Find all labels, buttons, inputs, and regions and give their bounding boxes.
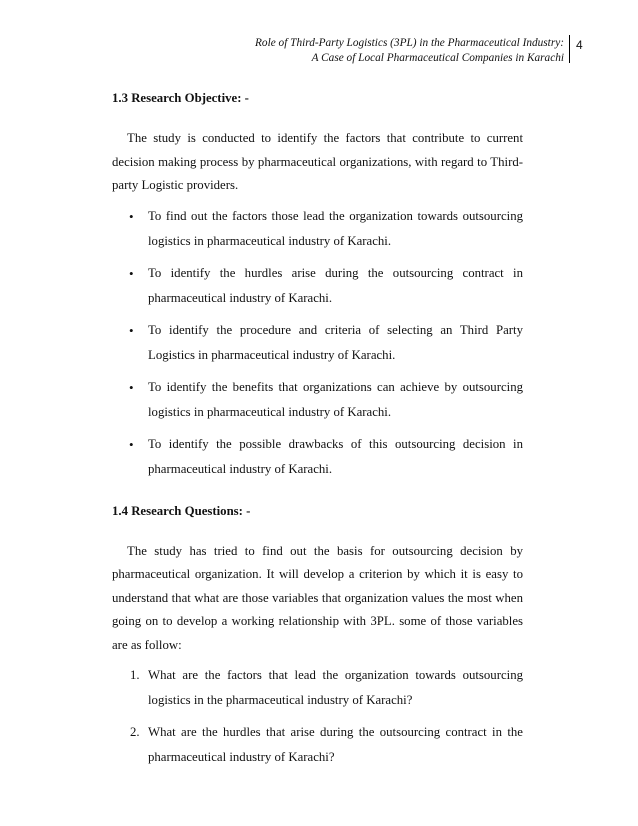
research-questions-intro: The study has tried to find out the basis for outsourcing decision by pharmaceutical organization. It will develop a criterion by which it is easy to understand that what are those variables that organization values the most when going on to develop a working relationship with 3PL. some of those variables are as follow: [112,543,523,652]
list-item [112,204,523,254]
list-item-text: To identify the benefits that organizations can achieve by outsourcing logistics in pharmaceutical industry of Karachi. [148,379,523,419]
header-title-line-1: Role of Third-Party Logistics (3PL) in the Pharmaceutical Industry: [255,37,564,49]
bullet-icon: • [129,265,134,281]
research-objective-intro: The study is conducted to identify the factors that contribute to current decision making process by pharmaceutical organizations, with regard to Third-party Logistic providers. [112,131,523,192]
bullet-icon: • [129,208,134,224]
list-item [112,375,523,425]
question-text: What are the factors that lead the organization towards outsourcing logistics in the pharmaceutical industry of Karachi? [148,668,523,707]
questions-list [112,663,523,770]
question-number: 2. [130,725,140,739]
header-divider [569,35,570,63]
list-item [112,663,523,713]
list-item [112,318,523,368]
list-item-text: To identify the hurdles arise during the outsourcing contract in pharmaceutical industry of Karachi. [148,265,523,305]
section-heading-research-questions: 1.4 Research Questions: - [112,503,251,518]
section-heading-research-objective: 1.3 Research Objective: - [112,91,249,105]
question-text: What are the hurdles that arise during the outsourcing contract in the pharmaceutical industry of Karachi? [148,725,523,764]
bullet-icon: • [129,322,134,338]
list-item-text: To identify the procedure and criteria of selecting an Third Party Logistics in pharmaceutical industry of Karachi. [148,322,523,362]
list-item-text: To find out the factors those lead the organization towards outsourcing logistics in pharmaceutical industry of Karachi. [148,208,523,248]
list-item [112,720,523,770]
list-item [112,432,523,482]
running-header [200,36,564,66]
header-title-line-2: A Case of Local Pharmaceutical Companies in Karachi [311,52,564,64]
list-item [112,261,523,311]
objectives-list [112,204,523,482]
question-number: 1. [130,668,140,682]
list-item-text: To identify the possible drawbacks of this outsourcing decision in pharmaceutical industry of Karachi. [148,436,523,476]
page-number: 4 [576,38,583,52]
bullet-icon: • [129,436,134,452]
bullet-icon: • [129,379,134,395]
page-body [112,90,523,777]
